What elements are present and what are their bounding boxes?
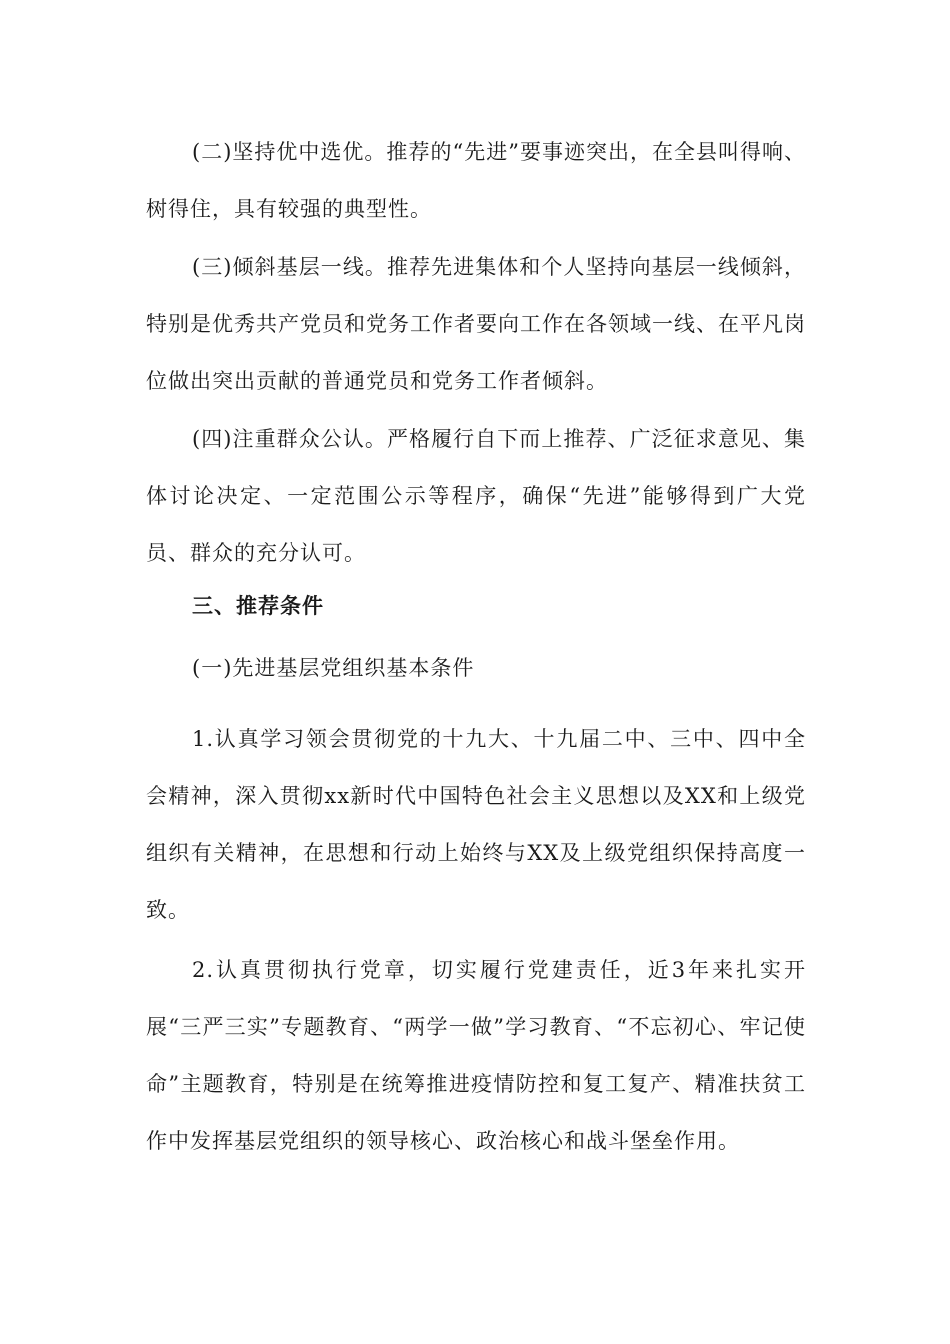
paragraph-public-recognition bbox=[146, 411, 806, 582]
paragraph-text: 2.认真贯彻执行党章，切实履行党建责任，近3年来扎实开展“三严三实”专题教育、“两学一做”学习教育、“不忘初心、牢记使命”主题教育，特别是在统筹推进疫情防控和复工复产、精准扶贫工作中发挥基层党组织的领导核心、政治核心和战斗堡垒作用。 bbox=[146, 958, 806, 1153]
paragraph-advance-selection bbox=[146, 124, 806, 238]
paragraph-text: (二)坚持优中选优。推荐的“先进”要事迹突出，在全县叫得响、树得住，具有较强的典型性。 bbox=[146, 140, 806, 221]
subsection-title: (一)先进基层党组织基本条件 bbox=[192, 656, 475, 680]
paragraph-criterion-2 bbox=[146, 942, 806, 1170]
subsection-heading bbox=[146, 640, 806, 697]
section-heading-criteria bbox=[146, 578, 806, 635]
section-heading: 三、推荐条件 bbox=[192, 594, 324, 618]
paragraph-text: (四)注重群众公认。严格履行自下而上推荐、广泛征求意见、集体讨论决定、一定范围公示等程序，确保“先进”能够得到广大党员、群众的充分认可。 bbox=[146, 427, 806, 565]
paragraph-text: 1.认真学习领会贯彻党的十九大、十九届二中、三中、四中全会精神，深入贯彻xx新时代中国特色社会主义思想以及XX和上级党组织有关精神，在思想和行动上始终与XX及上级党组织保持高度一致。 bbox=[146, 727, 806, 922]
paragraph-text: (三)倾斜基层一线。推荐先进集体和个人坚持向基层一线倾斜，特别是优秀共产党员和党务工作者要向工作在各领域一线、在平凡岗位做出突出贡献的普通党员和党务工作者倾斜。 bbox=[146, 255, 806, 393]
paragraph-grassroots-focus bbox=[146, 239, 806, 410]
paragraph-criterion-1 bbox=[146, 711, 806, 939]
